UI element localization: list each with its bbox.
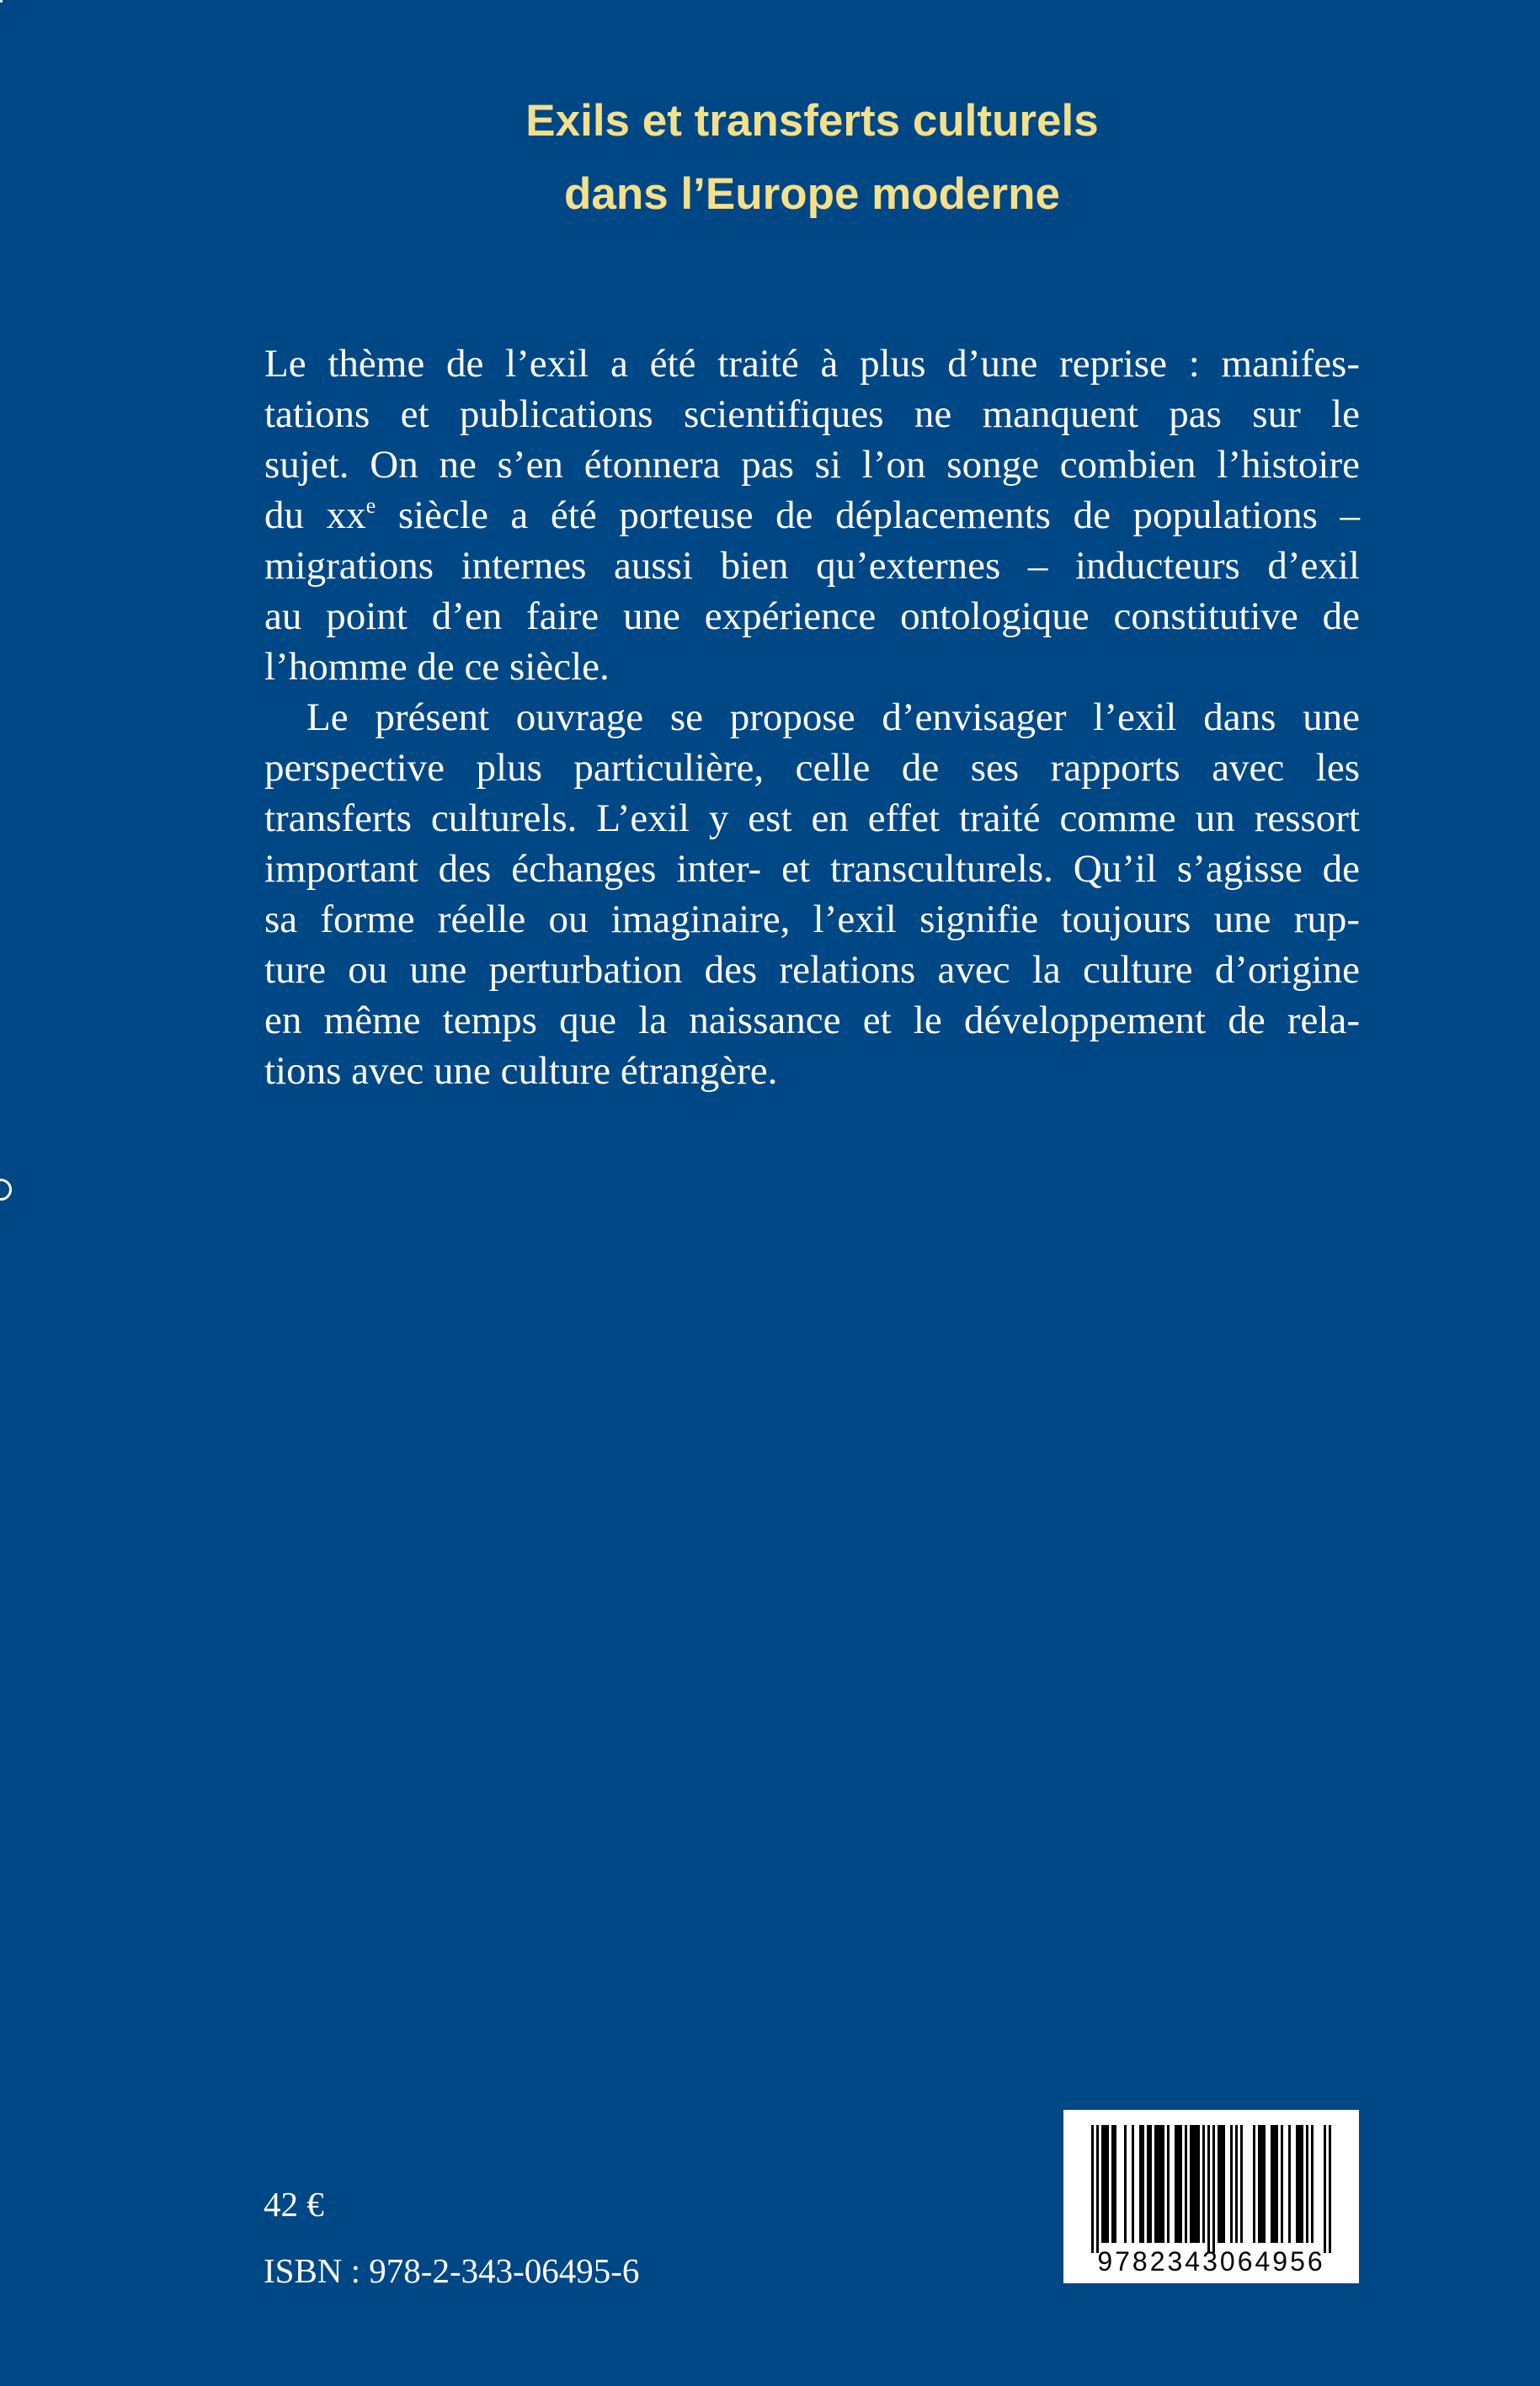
text-line: l’homme de ce siècle. (264, 645, 610, 689)
paragraph-1 (264, 338, 1360, 692)
barcode-bar (1273, 2125, 1276, 2243)
text-line: perspective plus particulière, celle de ses rapports avec les (264, 746, 1360, 790)
barcode-bar (1195, 2125, 1197, 2243)
barcode-bar (1180, 2125, 1182, 2243)
barcode-bar (1220, 2125, 1223, 2243)
barcode-bar (1111, 2125, 1114, 2243)
barcode-bar (1263, 2125, 1266, 2243)
barcode-bar (1329, 2125, 1331, 2253)
barcode-bar (1162, 2125, 1164, 2243)
barcode-bar (1157, 2125, 1159, 2243)
barcode-bar (1124, 2125, 1127, 2243)
barcode-bar (1197, 2125, 1200, 2243)
text-line: sa forme réelle ou imaginaire, l’exil signifie toujours une rup- (264, 897, 1360, 941)
barcode-bar (1139, 2125, 1142, 2243)
corner-mark (0, 0, 3, 3)
barcode-bar (1306, 2125, 1308, 2243)
barcode-bar (1142, 2125, 1144, 2243)
barcode-bar (1106, 2125, 1109, 2243)
text-line: Le présent ouvrage se propose d’envisager l’exil dans une (306, 695, 1360, 739)
text-line: en même temps que la naissance et le développement de rela- (264, 999, 1360, 1042)
registration-mark (0, 1179, 12, 1201)
superscript: e (365, 493, 376, 518)
barcode-bar (1147, 2125, 1149, 2243)
book-title (0, 84, 1540, 231)
paragraph-2 (264, 692, 1360, 1096)
barcode-bar (1223, 2125, 1225, 2243)
barcode-bar (1298, 2125, 1301, 2243)
barcode-bar (1235, 2125, 1238, 2243)
barcode-bar (1311, 2125, 1314, 2243)
text-line: migrations internes aussi bien qu’externes – inducteurs d’exil (264, 544, 1360, 588)
text-line: au point d’en faire une expérience ontologique constitutive de (264, 594, 1360, 638)
barcode-bar (1104, 2125, 1106, 2243)
isbn: ISBN : 978-2-343-06495-6 (264, 2251, 640, 2290)
barcode-bar (1114, 2125, 1116, 2243)
barcode-bar (1253, 2125, 1255, 2243)
text-line: tions avec une culture étrangère. (264, 1049, 778, 1093)
barcode-bar (1288, 2125, 1291, 2243)
barcode-bar (1296, 2125, 1298, 2243)
barcode-bar (1301, 2125, 1303, 2243)
text-fragment: siècle a été porteuse de déplacements de populations – (376, 493, 1361, 537)
barcode-bar (1260, 2125, 1263, 2243)
price: 42 € (264, 2185, 324, 2224)
text-line: transferts culturels. L’exil y est en effet traité comme un ressort (264, 796, 1360, 840)
title-line-1: Exils et transferts culturels (525, 96, 1099, 146)
barcode-bar (1159, 2125, 1162, 2243)
barcode-bar (1271, 2125, 1273, 2243)
barcode-bar (1101, 2125, 1104, 2243)
barcode-bar (1177, 2125, 1180, 2243)
text-line: ture ou une perturbation des relations avec la culture d’origine (264, 948, 1360, 992)
barcode-bar (1202, 2125, 1205, 2243)
barcode-bar (1175, 2125, 1177, 2243)
blurb (264, 338, 1360, 1096)
text-fragment: du xx (264, 493, 366, 537)
barcode-bar (1167, 2125, 1170, 2243)
barcode-bar (1132, 2125, 1134, 2243)
barcode-bar (1192, 2125, 1195, 2243)
text-line: Le thème de l’exil a été traité à plus d’une reprise : manifes- (264, 342, 1360, 386)
title-line-2: dans l’Europe moderne (563, 169, 1060, 219)
barcode-bar (1230, 2125, 1233, 2243)
barcode-bar (1185, 2125, 1187, 2243)
barcode-bar (1218, 2125, 1220, 2243)
barcode-bar (1240, 2125, 1243, 2243)
barcode-bar (1324, 2125, 1326, 2253)
text-line: tations et publications scientifiques ne manquent pas sur le (264, 392, 1360, 436)
text-line (264, 490, 1360, 541)
barcode-bar (1276, 2125, 1278, 2243)
barcode-bar (1207, 2125, 1210, 2253)
barcode (1063, 2110, 1359, 2283)
text-line: sujet. On ne s’en étonnera pas si l’on songe combien l’histoire (264, 443, 1360, 487)
barcode-bar (1149, 2125, 1152, 2243)
barcode-bar (1212, 2125, 1215, 2253)
barcode-bar (1281, 2125, 1283, 2243)
barcode-bar (1154, 2125, 1157, 2243)
barcode-number: 9782343064956 (1097, 2246, 1325, 2277)
barcode-bar (1258, 2125, 1260, 2243)
barcode-bar (1190, 2125, 1192, 2243)
text-line: important des échanges inter- et transculturels. Qu’il s’agisse de (264, 847, 1360, 891)
barcode-bar (1091, 2125, 1094, 2253)
barcode-bar (1096, 2125, 1099, 2253)
